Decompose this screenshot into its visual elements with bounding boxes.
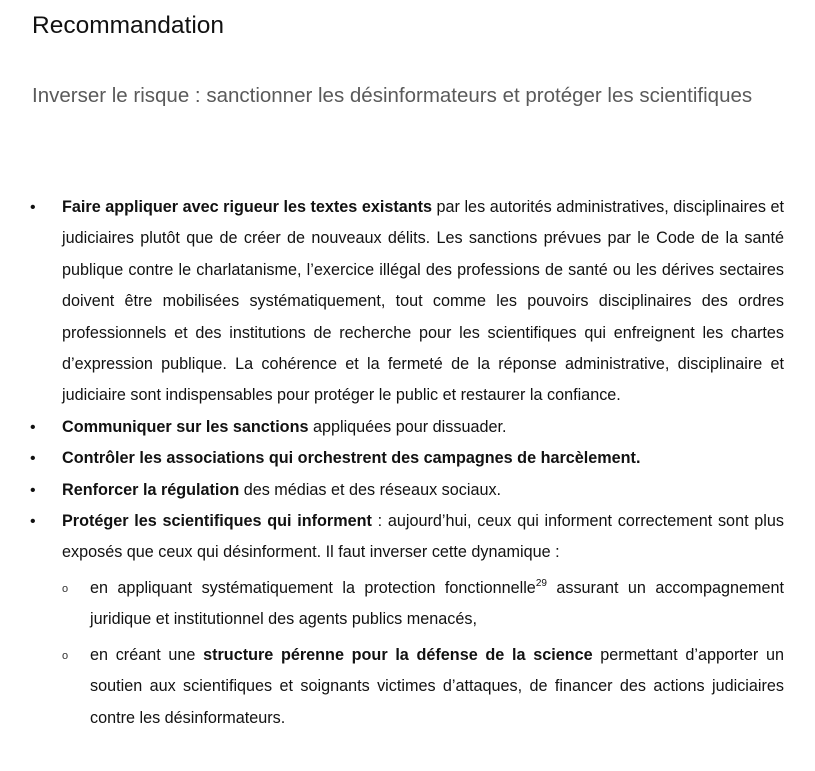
sub-item-text: en appliquant systématiquement la protection fonctionnelle xyxy=(90,578,536,597)
item-bold-text: Communiquer sur les sanctions xyxy=(62,417,309,436)
sub-item-bold-text: structure pérenne pour la défense de la science xyxy=(203,645,593,664)
bullet-icon: • xyxy=(30,481,36,499)
recommendation-list xyxy=(0,192,815,734)
footnote-marker: 29 xyxy=(535,577,547,589)
list-item xyxy=(0,443,784,474)
item-text: des médias et des réseaux sociaux. xyxy=(239,480,502,499)
item-text: appliquées pour dissuader. xyxy=(308,417,507,436)
sub-list-item xyxy=(62,640,784,734)
sub-item-text: permettant d’apporter un soutien aux scientifiques et soignants victimes d’attaques, de financer des actions judiciaires contre les désinformateurs. xyxy=(90,645,784,727)
sub-item-text: assurant un accompagnement juridique et institutionnel des agents publics menacés, xyxy=(90,578,784,629)
list-item xyxy=(0,412,784,443)
section-subtitle: Inverser le risque : sanctionner les désinformateurs et protéger les scientifiques xyxy=(32,84,753,107)
item-bold-text: Protéger les scientifiques qui informent xyxy=(62,512,372,531)
circle-bullet-icon: o xyxy=(62,649,69,662)
list-item xyxy=(0,506,784,734)
sub-list-item xyxy=(62,573,784,636)
section-heading: Recommandation xyxy=(32,12,225,39)
bullet-icon: • xyxy=(30,513,36,531)
sub-list xyxy=(62,573,784,734)
list-item xyxy=(0,192,784,412)
bullet-icon: • xyxy=(30,450,36,468)
circle-bullet-icon: o xyxy=(62,582,69,595)
bullet-icon: • xyxy=(30,199,36,216)
bullet-icon: • xyxy=(30,418,36,436)
item-bold-text: Faire appliquer avec rigueur les textes existants xyxy=(62,198,432,216)
item-bold-text: Contrôler les associations qui orchestrent des campagnes de harcèlement. xyxy=(62,449,641,468)
item-text: par les autorités administratives, disciplinaires et judiciaires plutôt que de créer de nouveaux délits. Les sanctions prévues par le Code de la santé publique contre le charlatanisme, l’exercice illégal des professions de santé ou les dérives sectaires doivent être mobilisées systématiquement, tout comme les pouvoirs disciplinaires des ordres professionnels et des institutions de recherche pour les scientifiques qui enfreignent les chartes d’expression publique. La cohérence et la fermeté de la réponse administrative, disciplinaire et judiciaire sont indispensables pour protéger le public et restaurer la confiance. xyxy=(62,198,784,405)
sub-item-text: en créant une xyxy=(90,645,204,664)
item-text: : aujourd’hui, ceux qui informent correctement sont plus exposés que ceux qui désinforment. Il faut inverser cette dynamique : xyxy=(62,512,784,562)
list-item xyxy=(0,475,784,506)
item-bold-text: Renforcer la régulation xyxy=(62,480,240,499)
